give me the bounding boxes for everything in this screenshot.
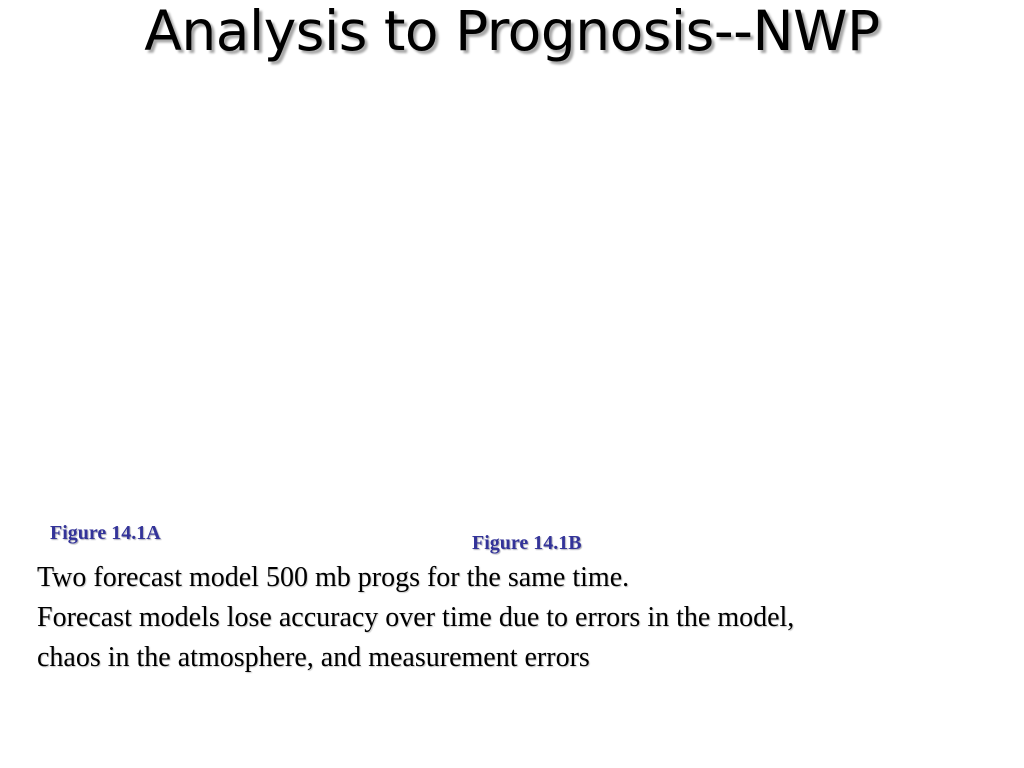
slide-title: Analysis to Prognosis--NWP <box>144 0 880 63</box>
figure-label-14-1a: Figure 14.1A <box>50 522 161 544</box>
caption-line: Forecast models lose accuracy over time due to errors in the model, <box>37 602 795 633</box>
figure-label-14-1b: Figure 14.1B <box>472 532 582 554</box>
slide-caption <box>37 558 997 678</box>
caption-line: Two forecast model 500 mb progs for the same time. <box>37 562 630 593</box>
caption-line: chaos in the atmosphere, and measurement errors <box>37 642 590 673</box>
